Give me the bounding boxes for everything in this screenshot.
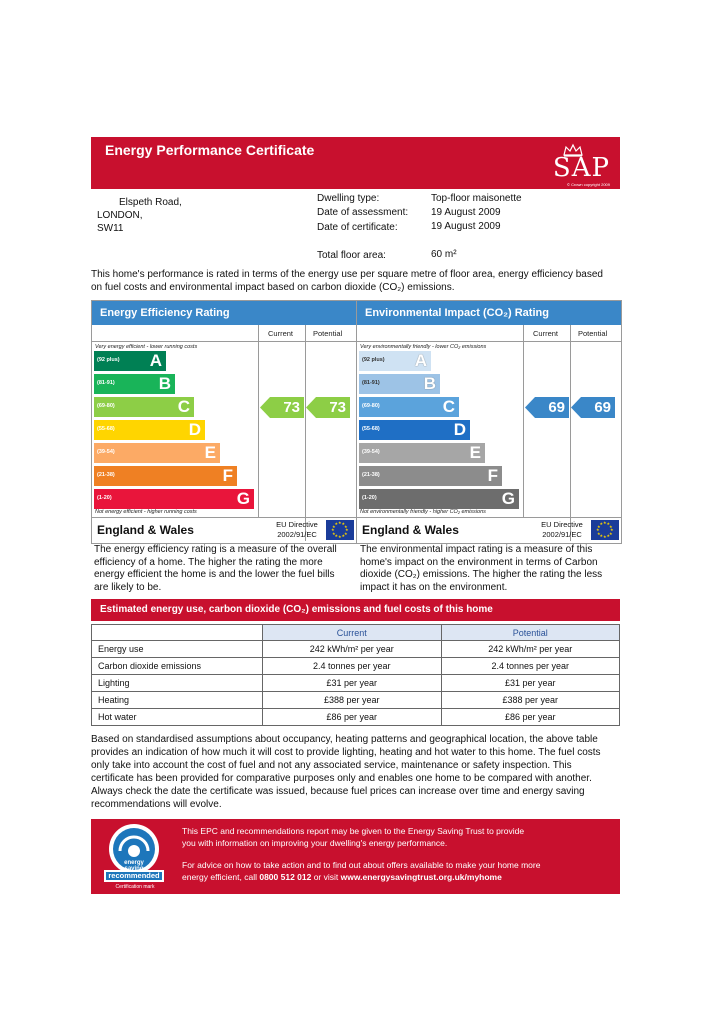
energy-band-letter: G [236, 489, 250, 508]
energy-eu-flag-icon: ★ ★ ★ ★ ★ ★ ★ ★ ★ ★ ★ ★ [326, 520, 354, 540]
env-band-range: (21-38) [362, 472, 380, 478]
env-current-rating-arrow [525, 397, 569, 418]
env-band-d [359, 420, 470, 440]
energy-band-range: (81-91) [97, 380, 115, 386]
env-band-range: (81-91) [362, 380, 380, 386]
env-current-label: Current [533, 329, 559, 338]
energy-band-letter: D [188, 420, 201, 439]
env-current-rating-value: 69 [548, 399, 565, 416]
energy-band-a [94, 351, 166, 371]
energy-potential-rating-value: 73 [329, 399, 346, 416]
energy-directive-label: EU Directive [276, 520, 318, 529]
energy-divider-2 [305, 325, 306, 541]
costs-row-label: Energy use [92, 641, 263, 658]
energy-rating-description: The energy efficiency rating is a measure of the overall efficiency of a home. The higher the rating the more energy efficient the home is and the lower the fuel bills are likely to be. [94, 544, 337, 593]
energy-current-rating-value: 73 [283, 399, 300, 416]
costs-row-label: Hot water [92, 709, 263, 726]
dwelling-type-value: Top-floor maisonette [431, 193, 522, 204]
address-line-3: SW11 [97, 223, 124, 234]
certificate-date-label: Date of certificate: [317, 222, 398, 233]
energy-region-label: England & Wales [97, 523, 194, 537]
costs-row [92, 692, 620, 709]
energy-band-letter: F [222, 466, 233, 485]
energy-efficiency-panel [91, 300, 357, 544]
energy-panel-title: Energy Efficiency Rating [92, 301, 356, 325]
energy-top-note: Very energy efficient - lower running costs [95, 344, 198, 350]
energy-band-range: (69-80) [97, 403, 115, 409]
energy-band-e [94, 443, 220, 463]
env-footer-line [357, 517, 621, 518]
address-line-2: LONDON, [97, 210, 143, 221]
logo-text: energy saving [124, 860, 144, 872]
env-band-range: (55-68) [362, 426, 380, 432]
energy-bottom-note: Not energy efficient - higher running costs [95, 509, 197, 515]
energy-band-d [94, 420, 205, 440]
est-phone[interactable]: 0800 512 012 [259, 872, 312, 882]
est-line-3: For advice on how to take action and to find out about offers available to make your home more [182, 860, 541, 870]
costs-row [92, 709, 620, 726]
env-band-letter: D [453, 420, 466, 439]
assessment-date-label: Date of assessment: [317, 207, 409, 218]
env-band-letter: E [469, 443, 481, 462]
env-band-range: (1-20) [362, 495, 377, 501]
env-top-note: Very environmentally friendly - lower CO₂ emissions [360, 344, 487, 350]
fine-print: Based on standardised assumptions about occupancy, heating patterns and geographical location, the above table provides an indication of how much it will cost to provide lighting, heating and hot water to this home. The fuel costs only take into account the cost of fuel and not any associated service, maintenance or safety inspection. This certificate has been provided for comparative purposes only and enables one home to be compared with another. Always check the date the certificate was issued, because fuel prices can increase over time and energy saving recommendations will evolve. [91, 734, 601, 810]
energy-band-c [94, 397, 194, 417]
env-band-letter: A [414, 351, 427, 370]
est-line-4-mid: or visit [311, 872, 341, 882]
est-line-1: This EPC and recommendations report may be given to the Energy Saving Trust to provide [182, 826, 525, 836]
costs-row-potential: £31 per year [441, 675, 620, 692]
energy-current-rating-arrow [260, 397, 304, 418]
env-potential-label: Potential [578, 329, 608, 338]
env-directive-label: EU Directive [541, 520, 583, 529]
energy-band-b [94, 374, 175, 394]
env-band-f [359, 466, 502, 486]
energy-eu-directive [269, 520, 325, 540]
costs-row-current: £86 per year [263, 709, 442, 726]
env-band-letter: G [501, 489, 515, 508]
env-region-label: England & Wales [362, 523, 459, 537]
energy-band-g [94, 489, 254, 509]
certificate-title: Energy Performance Certificate [105, 142, 315, 158]
est-url-link[interactable]: www.energysavingtrust.org.uk/myhome [340, 872, 502, 882]
env-panel-title: Environmental Impact (CO₂) Rating [357, 301, 621, 325]
env-potential-rating-value: 69 [594, 399, 611, 416]
env-band-g [359, 489, 519, 509]
costs-section-title: Estimated energy use, carbon dioxide (CO₂) emissions and fuel costs of this home [91, 599, 620, 621]
costs-header-potential: Potential [441, 625, 620, 641]
env-band-b [359, 374, 440, 394]
env-divider-2 [570, 325, 571, 541]
costs-row [92, 641, 620, 658]
costs-row-current: 242 kWh/m² per year [263, 641, 442, 658]
logo-badge: recommended [108, 871, 160, 880]
costs-row-potential: 2.4 tonnes per year [441, 658, 620, 675]
energy-band-letter: A [149, 351, 162, 370]
energy-band-letter: B [158, 374, 171, 393]
costs-row-current: £31 per year [263, 675, 442, 692]
costs-row-label: Heating [92, 692, 263, 709]
floor-area-label: Total floor area: [317, 250, 386, 261]
energy-potential-rating-arrow [306, 397, 350, 418]
sap-logo [540, 143, 610, 185]
env-band-letter: C [442, 397, 455, 416]
env-header-line [357, 341, 621, 342]
energy-band-letter: E [204, 443, 216, 462]
costs-row-label: Carbon dioxide emissions [92, 658, 263, 675]
costs-row-label: Lighting [92, 675, 263, 692]
env-band-letter: B [423, 374, 436, 393]
env-band-range: (39-54) [362, 449, 380, 455]
env-band-range: (92 plus) [362, 357, 385, 363]
energy-band-f [94, 466, 237, 486]
environmental-impact-panel [356, 300, 622, 544]
floor-area-value: 60 m² [431, 249, 457, 260]
env-band-a [359, 351, 431, 371]
energy-band-range: (55-68) [97, 426, 115, 432]
costs-row [92, 658, 620, 675]
address-line-1: Elspeth Road, [119, 197, 182, 208]
energy-band-letter: C [177, 397, 190, 416]
energy-band-range: (1-20) [97, 495, 112, 501]
costs-row-potential: 242 kWh/m² per year [441, 641, 620, 658]
est-line-2: you with information on improving your dwelling's energy performance. [182, 838, 448, 848]
env-band-letter: F [487, 466, 498, 485]
costs-header-current: Current [263, 625, 442, 641]
energy-header-line [92, 341, 356, 342]
certificate-header [91, 137, 620, 189]
intro-paragraph: This home's performance is rated in terms of the energy use per square metre of floor area, energy efficiency based on fuel costs and environmental impact based on carbon dioxide (CO₂) emissions. [91, 269, 603, 293]
env-eu-directive [534, 520, 590, 540]
costs-row-current: £388 per year [263, 692, 442, 709]
energy-saving-recommended-logo [100, 821, 170, 893]
energy-saving-trust-box [91, 819, 620, 894]
env-eu-flag-icon: ★ ★ ★ ★ ★ ★ ★ ★ ★ ★ ★ ★ [591, 520, 619, 540]
env-bottom-note: Not environmentally friendly - higher CO₂ emissions [360, 509, 486, 515]
costs-header-blank [92, 625, 263, 641]
assessment-date-value: 19 August 2009 [431, 207, 501, 218]
energy-band-range: (39-54) [97, 449, 115, 455]
certification-mark: Certification mark [115, 884, 155, 890]
energy-band-range: (92 plus) [97, 357, 120, 363]
costs-row-current: 2.4 tonnes per year [263, 658, 442, 675]
est-line-4-pre: energy efficient, call [182, 872, 260, 882]
env-band-range: (69-80) [362, 403, 380, 409]
env-band-c [359, 397, 459, 417]
certificate-date-value: 19 August 2009 [431, 221, 501, 232]
costs-row-potential: £86 per year [441, 709, 620, 726]
sap-logo-text: SAP [552, 153, 610, 183]
energy-current-label: Current [268, 329, 294, 338]
energy-divider-1 [258, 325, 259, 517]
sap-copyright: © Crown copyright 2009 [567, 182, 610, 187]
env-rating-description: The environmental impact rating is a measure of this home's impact on the environment in terms of Carbon dioxide (CO₂) emissions. The higher the rating the less impact it has on the environment. [360, 544, 603, 593]
dwelling-type-label: Dwelling type: [317, 193, 380, 204]
energy-directive-number: 2002/91/EC [277, 530, 317, 539]
costs-table [91, 624, 620, 726]
energy-footer-line [92, 517, 356, 518]
energy-potential-label: Potential [313, 329, 343, 338]
env-band-e [359, 443, 485, 463]
env-directive-number: 2002/91/EC [542, 530, 582, 539]
costs-row [92, 675, 620, 692]
est-line-4 [182, 871, 602, 883]
costs-row-potential: £388 per year [441, 692, 620, 709]
energy-band-range: (21-38) [97, 472, 115, 478]
env-potential-rating-arrow [571, 397, 615, 418]
env-divider-1 [523, 325, 524, 517]
